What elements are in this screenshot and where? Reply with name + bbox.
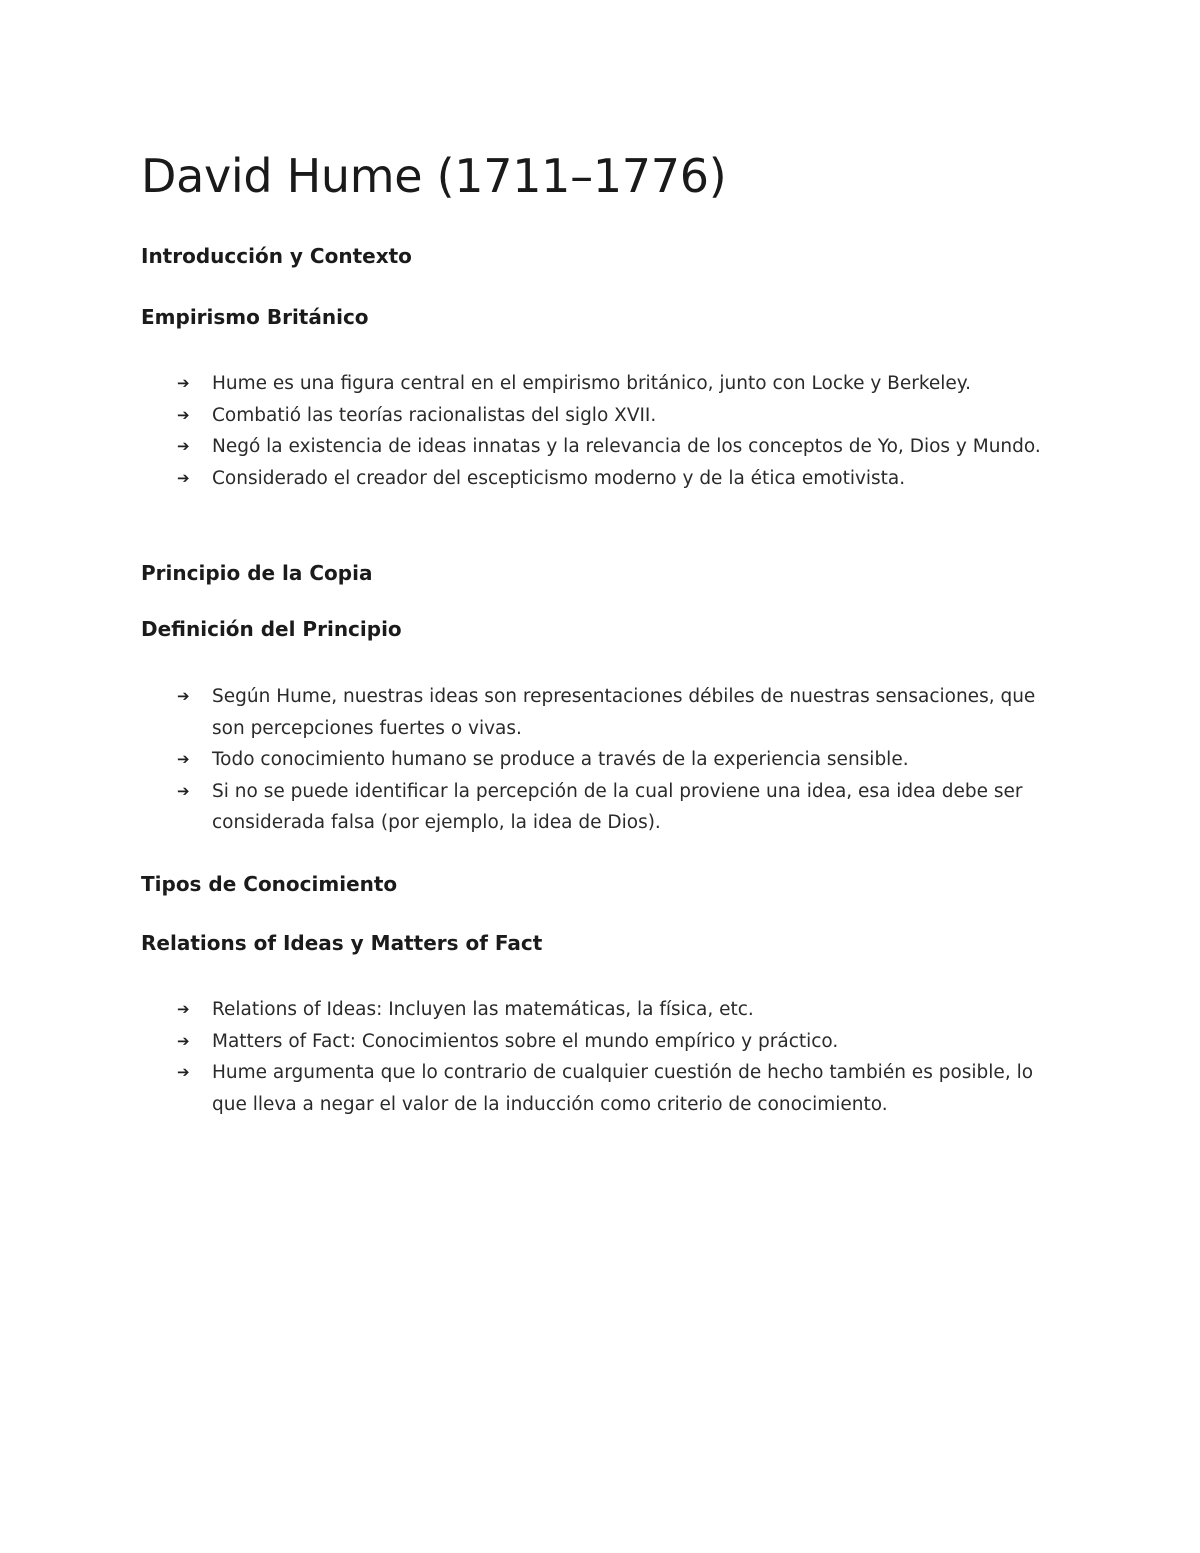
list-item [141, 1057, 1071, 1120]
list-item-text: Según Hume, nuestras ideas son representaciones débiles de nuestras sensaciones, que son percepciones fuertes o vivas. [212, 686, 1036, 739]
list-item [141, 776, 1071, 839]
arrow-bullet-icon: ➔ [177, 781, 190, 800]
list-item [141, 368, 1071, 400]
list-item [141, 1026, 1071, 1058]
list-item-text: Hume argumenta que lo contrario de cualquier cuestión de hecho también es posible, lo que lleva a negar el valor de la inducción como criterio de conocimiento. [212, 1062, 1034, 1115]
list-relations [141, 994, 1071, 1120]
heading-tipos: Tipos de Conocimiento [141, 872, 398, 896]
list-empirismo [141, 368, 1071, 494]
list-item [141, 463, 1071, 495]
arrow-bullet-icon: ➔ [177, 374, 190, 392]
list-item-text: Todo conocimiento humano se produce a través de la experiencia sensible. [212, 749, 909, 770]
list-item [141, 744, 1071, 776]
arrow-bullet-icon: ➔ [177, 437, 190, 455]
arrow-bullet-icon: ➔ [177, 1031, 190, 1050]
arrow-bullet-icon: ➔ [177, 1063, 190, 1081]
list-item [141, 681, 1071, 744]
list-item-text: Matters of Fact: Conocimientos sobre el mundo empírico y práctico. [212, 1030, 839, 1052]
arrow-bullet-icon: ➔ [177, 468, 190, 487]
heading-empirismo: Empirismo Británico [141, 305, 369, 329]
heading-definicion: Definición del Principio [141, 617, 402, 641]
page-title: David Hume (1711–1776) [141, 149, 727, 203]
list-item [141, 994, 1071, 1026]
list-item-text: Considerado el creador del escepticismo moderno y de la ética emotivista. [212, 467, 906, 489]
arrow-bullet-icon: ➔ [177, 750, 190, 768]
list-definicion [141, 681, 1071, 839]
list-item-text: Si no se puede identificar la percepción de la cual proviene una idea, esa idea debe ser considerada falsa (por ejemplo, la idea de Dios). [212, 780, 1023, 833]
arrow-bullet-icon: ➔ [177, 1000, 190, 1018]
list-item-text: Relations of Ideas: Incluyen las matemáticas, la física, etc. [212, 999, 754, 1020]
heading-relations: Relations of Ideas y Matters of Fact [141, 931, 543, 955]
list-item-text: Negó la existencia de ideas innatas y la relevancia de los conceptos de Yo, Dios y Mundo. [212, 436, 1041, 457]
heading-introduccion: Introducción y Contexto [141, 244, 412, 268]
list-item [141, 400, 1071, 432]
list-item [141, 431, 1071, 463]
arrow-bullet-icon: ➔ [177, 687, 190, 705]
list-item-text: Hume es una figura central en el empirismo británico, junto con Locke y Berkeley. [212, 373, 971, 394]
list-item-text: Combatió las teorías racionalistas del siglo XVII. [212, 404, 657, 426]
heading-principio-copia: Principio de la Copia [141, 561, 373, 585]
arrow-bullet-icon: ➔ [177, 405, 190, 424]
